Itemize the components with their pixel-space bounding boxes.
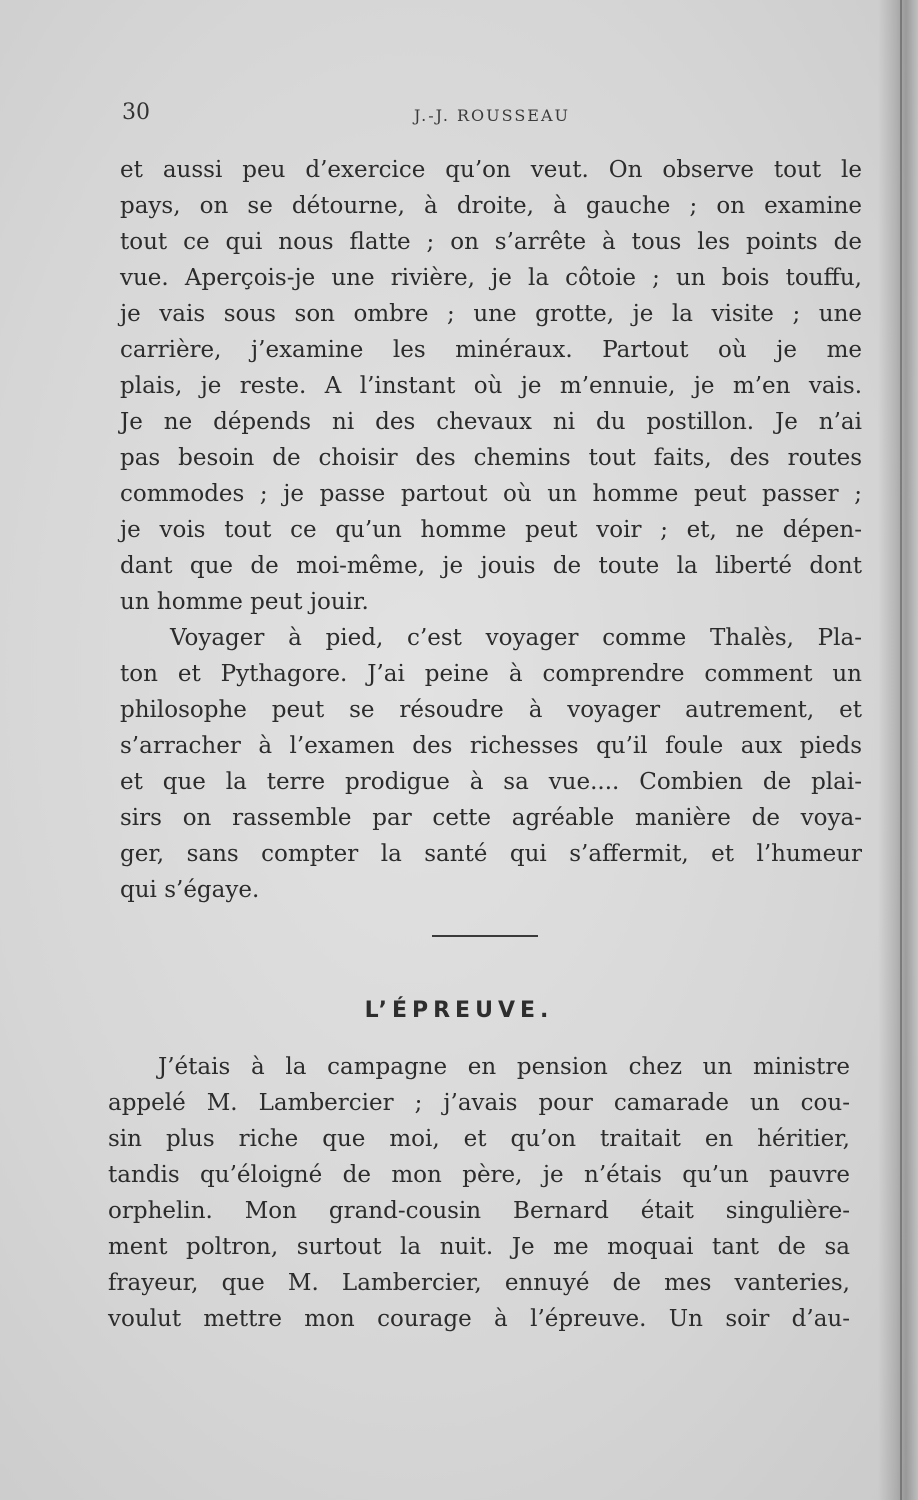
page-header xyxy=(122,100,862,130)
passage-two xyxy=(108,1049,850,1337)
text-line: plais, je reste. A l’instant où je m’ennuie, je m’en vais. xyxy=(120,373,862,399)
text-line: je vais sous son ombre ; une grotte, je la visite ; une xyxy=(120,301,862,327)
text-line: pas besoin de choisir des chemins tout faits, des routes xyxy=(120,445,862,471)
text-line: je vois tout ce qu’un homme peut voir ; et, ne dépen- xyxy=(120,517,862,543)
passage-one xyxy=(120,152,862,908)
section-divider xyxy=(432,935,538,937)
text-line: orphelin. Mon grand-cousin Bernard était singulière- xyxy=(108,1198,850,1224)
text-line: frayeur, que M. Lambercier, ennuyé de mes vanteries, xyxy=(108,1270,850,1296)
text-line: vue. Aperçois-je une rivière, je la côtoie ; un bois touffu, xyxy=(120,265,862,291)
text-line: et aussi peu d’exercice qu’on veut. On observe tout le xyxy=(120,157,862,183)
text-line: ment poltron, surtout la nuit. Je me moquai tant de sa xyxy=(108,1234,850,1260)
text-line: un homme peut jouir. xyxy=(120,589,369,615)
text-line: commodes ; je passe partout où un homme peut passer ; xyxy=(120,481,862,507)
text-line: et que la terre prodigue à sa vue.... Combien de plai- xyxy=(120,769,862,795)
text-line: sirs on rassemble par cette agréable manière de voya- xyxy=(120,805,862,831)
text-line: ger, sans compter la santé qui s’affermit, et l’humeur xyxy=(120,841,862,867)
page-edge-shadow xyxy=(878,0,918,1500)
text-line: Je ne dépends ni des chevaux ni du postillon. Je n’ai xyxy=(120,409,862,435)
text-line: ton et Pythagore. J’ai peine à comprendre comment un xyxy=(120,661,862,687)
text-line: J’étais à la campagne en pension chez un ministre xyxy=(158,1054,850,1080)
page-number: 30 xyxy=(122,100,150,125)
section-title: L’ÉPREUVE. xyxy=(364,998,554,1023)
text-line: s’arracher à l’examen des richesses qu’il foule aux pieds xyxy=(120,733,862,759)
text-line: philosophe peut se résoudre à voyager autrement, et xyxy=(120,697,862,723)
text-line: pays, on se détourne, à droite, à gauche ; on examine xyxy=(120,193,862,219)
running-head: J.-J. ROUSSEAU xyxy=(413,106,570,125)
text-line: dant que de moi-même, je jouis de toute la liberté dont xyxy=(120,553,862,579)
text-line: tout ce qui nous flatte ; on s’arrête à tous les points de xyxy=(120,229,862,255)
text-line: carrière, j’examine les minéraux. Partout où je me xyxy=(120,337,862,363)
text-line: qui s’égaye. xyxy=(120,877,260,903)
text-line: tandis qu’éloigné de mon père, je n’étais qu’un pauvre xyxy=(108,1162,850,1188)
text-line: voulut mettre mon courage à l’épreuve. Un soir d’au- xyxy=(108,1306,850,1332)
text-line: Voyager à pied, c’est voyager comme Thalès, Pla- xyxy=(170,625,862,651)
text-line: appelé M. Lambercier ; j’avais pour camarade un cou- xyxy=(108,1090,850,1116)
text-line: sin plus riche que moi, et qu’on traitait en héritier, xyxy=(108,1126,850,1152)
